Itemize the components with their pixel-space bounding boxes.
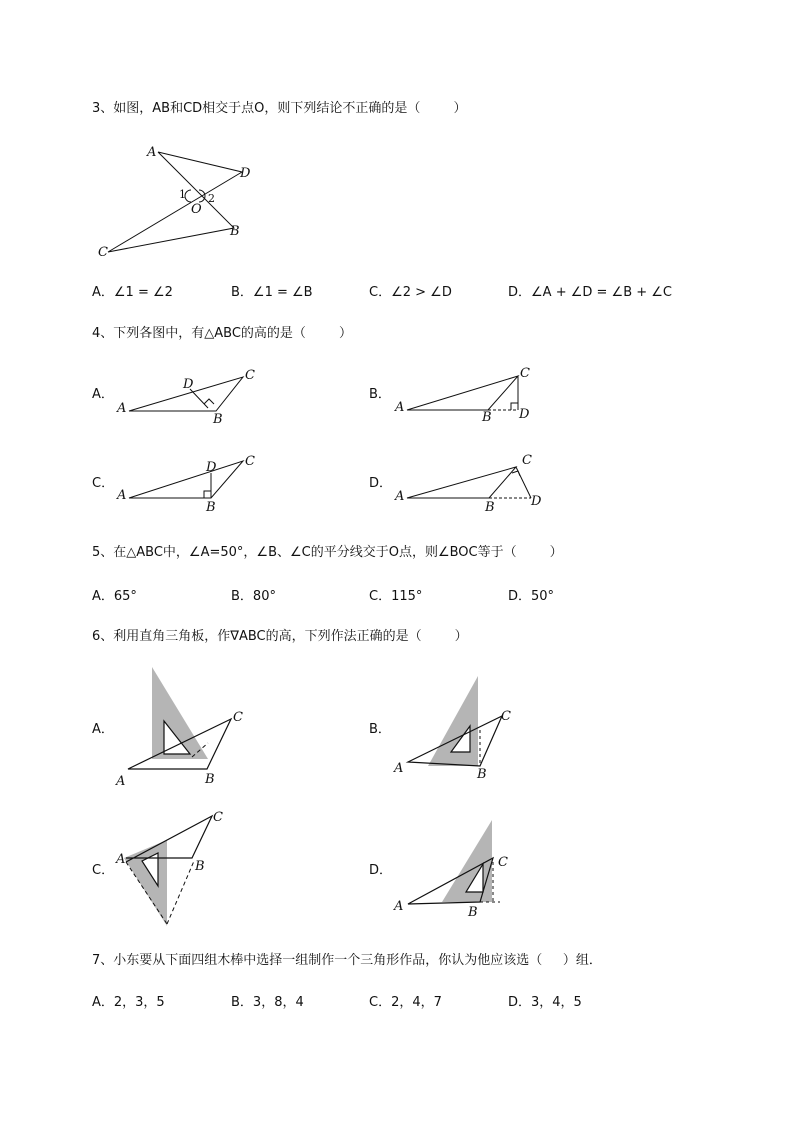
q4a-label-c: C xyxy=(245,368,255,383)
q5-option-b: B．80° xyxy=(231,589,276,604)
q6a-label-c: C xyxy=(233,710,243,725)
q3-label-2: 2 xyxy=(208,192,215,205)
q4b-label-b: B xyxy=(482,410,492,425)
q6b-label-c: C xyxy=(501,709,511,724)
q4d-label-b: B xyxy=(485,500,495,515)
q6b-label-b: B xyxy=(477,767,487,782)
q6-figure-d xyxy=(390,818,530,923)
q6d-label-b: B xyxy=(468,905,478,920)
q4a-label-a: A xyxy=(117,401,127,416)
q6d-label-c: C xyxy=(498,855,508,870)
q7-option-b: B．3，8，4 xyxy=(231,995,304,1010)
q4c-label-a: A xyxy=(117,488,127,503)
q5-stem: 5、在△ABC中，∠A=50°，∠B、∠C的平分线交于O点，则∠BOC等于（ ） xyxy=(92,545,563,560)
q6-option-c: C． xyxy=(92,863,115,878)
q5-option-a: A．65° xyxy=(92,589,137,604)
q3-label-d: D xyxy=(240,166,251,181)
q4-option-c: C． xyxy=(92,476,115,491)
q7-option-c: C．2，4，7 xyxy=(369,995,442,1010)
q4c-label-d: D xyxy=(206,460,217,475)
q4c-label-c: C xyxy=(245,454,255,469)
q3-option-c: C．∠2 > ∠D xyxy=(369,285,452,300)
q3-label-c: C xyxy=(98,245,108,260)
q4a-label-d: D xyxy=(183,377,194,392)
q4-figure-c xyxy=(115,453,265,515)
q3-label-1: 1 xyxy=(179,188,186,201)
q6c-label-c: C xyxy=(213,810,223,825)
q3-figure xyxy=(95,140,265,265)
q4a-label-b: B xyxy=(213,412,223,427)
q4d-label-a: A xyxy=(395,489,405,504)
q6-option-a: A． xyxy=(92,722,114,737)
q4-stem: 4、下列各图中，有△ABC的高的是（ ） xyxy=(92,326,352,341)
q7-option-d: D．3，4，5 xyxy=(508,995,582,1010)
q3-option-d: D．∠A + ∠D = ∠B + ∠C xyxy=(508,285,672,300)
q7-stem: 7、小东要从下面四组木棒中选择一组制作一个三角形作品，你认为他应该选（ ）组． xyxy=(92,953,602,968)
q4c-label-b: B xyxy=(206,500,216,515)
q4-figure-d xyxy=(393,453,553,515)
q3-label-a: A xyxy=(147,145,157,160)
q6-option-d: D． xyxy=(369,863,393,878)
q4-figure-b xyxy=(393,365,543,425)
q6-stem: 6、利用直角三角板，作∇ABC的高，下列作法正确的是（ ） xyxy=(92,629,468,644)
q5-option-c: C．115° xyxy=(369,589,423,604)
q4b-label-a: A xyxy=(395,400,405,415)
q4-figure-a xyxy=(115,365,265,425)
q6a-label-a: A xyxy=(116,774,126,789)
q4b-label-c: C xyxy=(520,366,530,381)
q6-option-b: B． xyxy=(369,722,391,737)
q4d-label-d: D xyxy=(531,494,542,509)
q4-option-d: D． xyxy=(369,476,393,491)
q6a-label-b: B xyxy=(205,772,215,787)
q6-figure-c xyxy=(112,806,252,931)
q6c-label-a: A xyxy=(116,852,126,867)
q6b-label-a: A xyxy=(394,761,404,776)
q6-figure-a xyxy=(112,665,262,790)
q4-option-b: B． xyxy=(369,387,391,402)
q5-option-d: D．50° xyxy=(508,589,555,604)
q3-option-b: B．∠1 = ∠B xyxy=(231,285,313,300)
q6d-label-a: A xyxy=(394,899,404,914)
q6-figure-b xyxy=(390,672,540,787)
q3-label-o: O xyxy=(191,202,202,217)
q4-option-a: A． xyxy=(92,387,114,402)
q3-label-b: B xyxy=(230,224,240,239)
q4b-label-d: D xyxy=(519,407,530,422)
q4d-label-c: C xyxy=(522,453,532,468)
q7-option-a: A．2，3，5 xyxy=(92,995,165,1010)
q3-stem: 3、如图，AB和CD相交于点O，则下列结论不正确的是（ ） xyxy=(92,101,467,116)
q6c-label-b: B xyxy=(195,859,205,874)
q3-option-a: A．∠1 = ∠2 xyxy=(92,285,173,300)
